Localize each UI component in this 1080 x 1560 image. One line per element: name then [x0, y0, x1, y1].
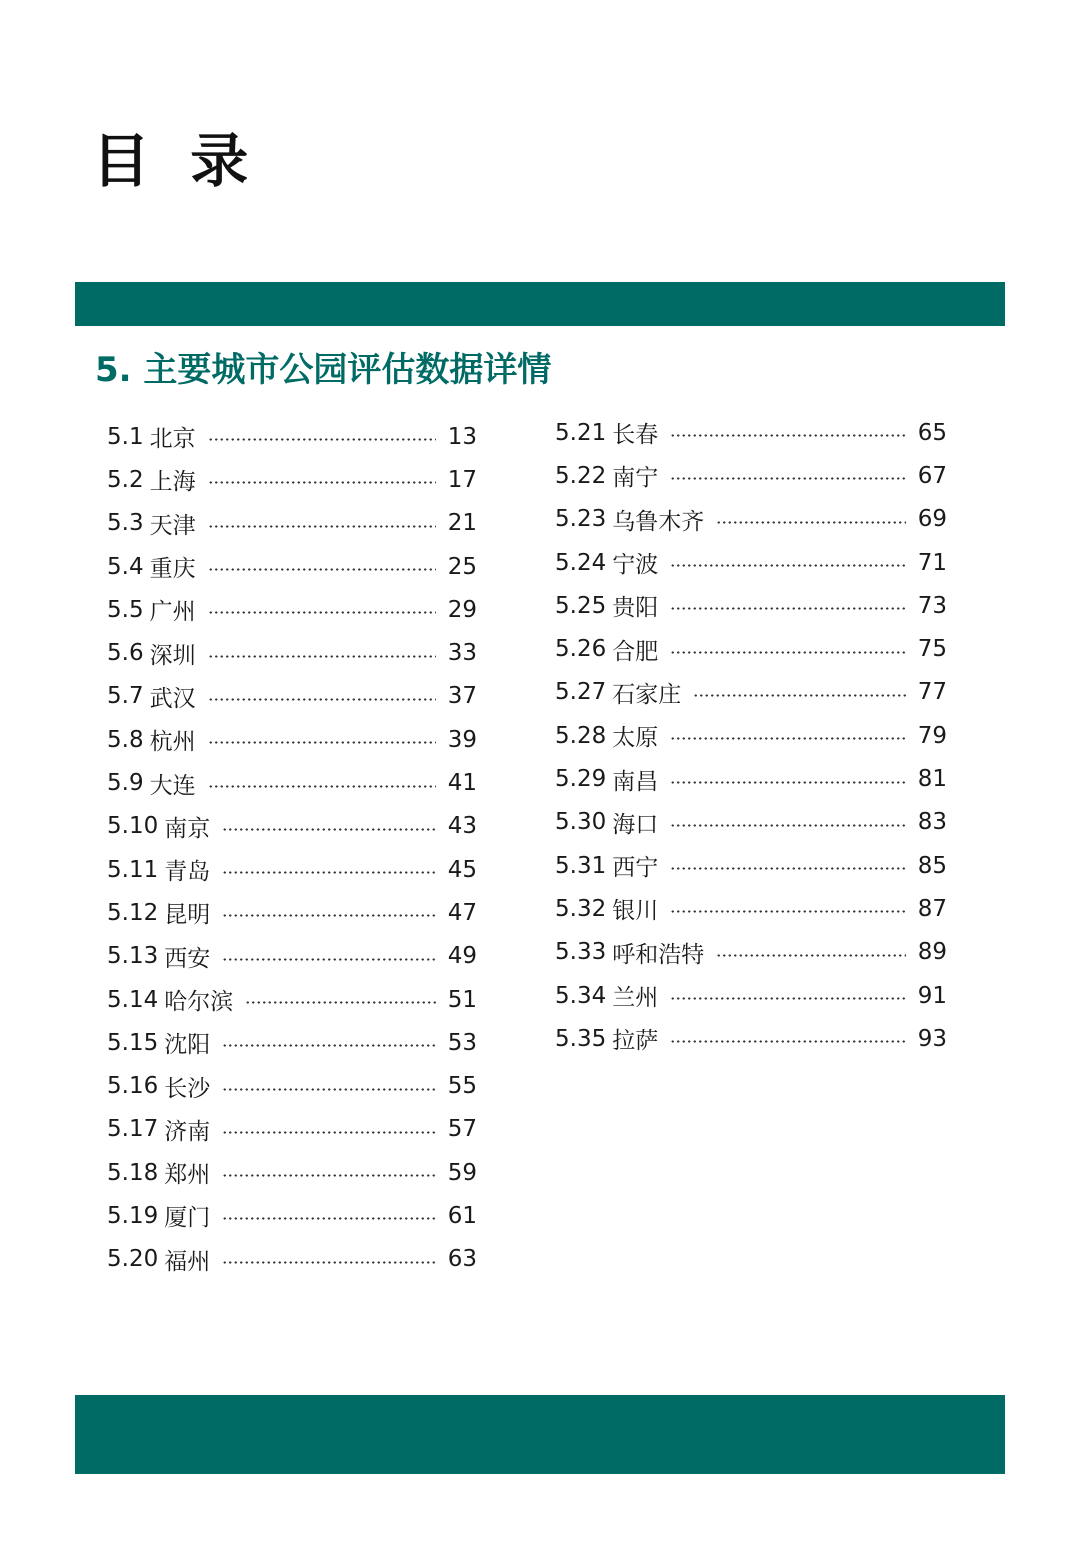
- toc-entry[interactable]: [555, 757, 947, 800]
- toc-dot-leader: [222, 958, 436, 961]
- toc-entry[interactable]: [107, 848, 477, 891]
- toc-dot-leader: [222, 1217, 436, 1220]
- toc-entry[interactable]: [555, 1017, 947, 1060]
- toc-dot-leader: [208, 741, 436, 744]
- toc-entry-number: 5.12: [107, 899, 159, 926]
- toc-entry[interactable]: [107, 1021, 477, 1064]
- toc-entry-number: 5.20: [107, 1246, 159, 1273]
- toc-entry-number: 5.35: [555, 1025, 607, 1052]
- toc-dot-leader: [222, 1261, 436, 1264]
- toc-entry-title: 石家庄: [612, 681, 682, 708]
- toc-entry-number: 5.31: [555, 852, 607, 879]
- toc-entry-title: 重庆: [149, 556, 196, 583]
- toc-dot-leader: [670, 997, 906, 1000]
- toc-entry-title: 贵阳: [612, 595, 659, 622]
- toc-entry[interactable]: [555, 411, 947, 454]
- toc-entry[interactable]: [107, 761, 477, 804]
- toc-dot-leader: [670, 737, 906, 740]
- toc-entry-page: 13: [447, 423, 477, 450]
- toc-entry-page: 55: [447, 1073, 477, 1100]
- toc-entry-page: 61: [447, 1202, 477, 1229]
- toc-entry-number: 5.27: [555, 679, 607, 706]
- toc-entry-title: 郑州: [164, 1162, 211, 1189]
- toc-entry-title: 沈阳: [164, 1032, 211, 1059]
- toc-entry-title: 南昌: [612, 768, 659, 795]
- toc-dot-leader: [670, 607, 906, 610]
- toc-dot-leader: [208, 438, 436, 441]
- toc-entry-number: 5.10: [107, 813, 159, 840]
- toc-entry[interactable]: [107, 631, 477, 674]
- toc-dot-leader: [222, 1088, 436, 1091]
- toc-entry-number: 5.34: [555, 982, 607, 1009]
- toc-dot-leader: [208, 568, 436, 571]
- toc-entry-number: 5.21: [555, 419, 607, 446]
- toc-entry-page: 77: [917, 679, 947, 706]
- toc-entry-number: 5.19: [107, 1202, 159, 1229]
- toc-entry-number: 5.17: [107, 1116, 159, 1143]
- footer-band: [75, 1395, 1005, 1474]
- toc-entry-page: 51: [447, 986, 477, 1013]
- toc-entry-page: 67: [917, 462, 947, 489]
- toc-entry-title: 北京: [149, 426, 196, 453]
- toc-entry[interactable]: [107, 502, 477, 545]
- toc-entry-number: 5.18: [107, 1159, 159, 1186]
- toc-entry[interactable]: [107, 588, 477, 631]
- toc-entry-number: 5.9: [107, 770, 144, 797]
- toc-entry-page: 69: [917, 506, 947, 533]
- toc-entry[interactable]: [107, 415, 477, 458]
- toc-entry[interactable]: [107, 1151, 477, 1194]
- toc-entry-page: 79: [917, 722, 947, 749]
- toc-dot-leader: [222, 1131, 436, 1134]
- toc-entry-title: 杭州: [149, 729, 196, 756]
- toc-entry-number: 5.14: [107, 986, 159, 1013]
- toc-entry[interactable]: [555, 541, 947, 584]
- toc-entry[interactable]: [107, 718, 477, 761]
- toc-entry-page: 29: [447, 596, 477, 623]
- toc-dot-leader: [222, 828, 436, 831]
- toc-entry-title: 哈尔滨: [164, 989, 234, 1015]
- toc-entry[interactable]: [555, 627, 947, 670]
- toc-entry-page: 93: [917, 1025, 947, 1052]
- toc-entry-number: 5.1: [107, 423, 144, 450]
- toc-entry-title: 广州: [149, 599, 196, 626]
- toc-entry-title: 银川: [612, 898, 659, 925]
- toc-entry-title: 拉萨: [612, 1028, 659, 1055]
- toc-entry-page: 65: [917, 419, 947, 446]
- toc-entry-title: 南京: [164, 815, 211, 842]
- toc-dot-leader: [670, 651, 906, 654]
- toc-entry-title: 兰州: [612, 985, 659, 1011]
- toc-entry-title: 福州: [164, 1248, 211, 1275]
- toc-entry-title: 乌鲁木齐: [612, 508, 705, 535]
- toc-entry-page: 73: [917, 592, 947, 619]
- toc-dot-leader: [208, 481, 436, 484]
- toc-entry[interactable]: [555, 974, 947, 1017]
- toc-entry[interactable]: [555, 844, 947, 887]
- page-title: 目 录: [92, 127, 259, 195]
- toc-dot-leader: [670, 564, 906, 567]
- toc-dot-leader: [670, 434, 906, 437]
- toc-entry-page: 57: [447, 1116, 477, 1143]
- toc-entry[interactable]: [555, 498, 947, 541]
- toc-entry[interactable]: [107, 891, 477, 934]
- header-band: [75, 282, 1005, 326]
- toc-entry-title: 宁波: [612, 552, 659, 579]
- toc-entry-title: 天津: [149, 512, 196, 539]
- toc-entry[interactable]: [107, 545, 477, 588]
- toc-entry-number: 5.26: [555, 636, 607, 663]
- toc-entry-title: 长春: [612, 422, 659, 449]
- toc-entry-title: 深圳: [149, 642, 196, 669]
- toc-entry-title: 昆明: [164, 902, 211, 929]
- toc-entry[interactable]: [107, 935, 477, 978]
- toc-entry[interactable]: [107, 1194, 477, 1237]
- toc-entry-number: 5.7: [107, 683, 144, 710]
- toc-entry-page: 85: [917, 852, 947, 879]
- toc-entry-page: 81: [917, 766, 947, 793]
- toc-dot-leader: [208, 525, 436, 528]
- toc-column-right: [555, 411, 947, 1060]
- toc-column-left: [107, 415, 477, 1281]
- toc-dot-leader: [208, 785, 436, 788]
- toc-entry-title: 太原: [612, 725, 659, 752]
- toc-entry-number: 5.3: [107, 510, 144, 537]
- toc-entry-page: 43: [447, 813, 477, 840]
- toc-entry-number: 5.29: [555, 766, 607, 793]
- toc-entry-number: 5.23: [555, 506, 607, 533]
- toc-entry-page: 49: [447, 943, 477, 970]
- toc-dot-leader: [208, 698, 436, 701]
- toc-entry-number: 5.25: [555, 592, 607, 619]
- toc-entry[interactable]: [555, 454, 947, 497]
- toc-entry-page: 45: [447, 856, 477, 883]
- toc-entry-page: 63: [447, 1246, 477, 1273]
- toc-entry-title: 长沙: [164, 1075, 211, 1102]
- toc-entry-number: 5.8: [107, 726, 144, 753]
- toc-entry-page: 33: [447, 640, 477, 667]
- toc-entry-title: 西宁: [612, 855, 659, 882]
- toc-entry-page: 37: [447, 683, 477, 710]
- toc-entry-page: 39: [447, 726, 477, 753]
- toc-entry-page: 21: [447, 510, 477, 537]
- toc-dot-leader: [670, 781, 906, 784]
- toc-entry-page: 59: [447, 1159, 477, 1186]
- toc-entry-title: 呼和浩特: [612, 941, 705, 968]
- toc-entry[interactable]: [555, 887, 947, 930]
- toc-entry-title: 海口: [612, 811, 659, 838]
- section-heading: 5. 主要城市公园评估数据详情: [95, 350, 552, 390]
- toc-entry-number: 5.15: [107, 1029, 159, 1056]
- toc-entry[interactable]: [107, 805, 477, 848]
- toc-entry-title: 青岛: [164, 859, 211, 886]
- toc-entry[interactable]: [107, 675, 477, 718]
- toc-entry-page: 53: [447, 1029, 477, 1056]
- toc-dot-leader: [208, 611, 436, 614]
- toc-entry[interactable]: [107, 458, 477, 501]
- toc-entry[interactable]: [555, 714, 947, 757]
- toc-entry[interactable]: [555, 801, 947, 844]
- toc-entry-number: 5.5: [107, 596, 144, 623]
- toc-entry-page: 71: [917, 549, 947, 576]
- toc-dot-leader: [670, 477, 906, 480]
- toc-entry-page: 75: [917, 636, 947, 663]
- toc-dot-leader: [222, 914, 436, 917]
- toc-entry-page: 89: [917, 939, 947, 966]
- toc-dot-leader: [670, 824, 906, 827]
- toc-entry-number: 5.13: [107, 943, 159, 970]
- toc-entry-number: 5.32: [555, 895, 607, 922]
- toc-entry[interactable]: [107, 978, 477, 1021]
- toc-entry-title: 大连: [149, 772, 196, 799]
- toc-dot-leader: [670, 910, 906, 913]
- toc-entry-page: 87: [917, 895, 947, 922]
- toc-entry-number: 5.28: [555, 722, 607, 749]
- toc-entry-title: 武汉: [149, 685, 196, 712]
- toc-entry-number: 5.4: [107, 553, 144, 580]
- toc-entry[interactable]: [107, 1238, 477, 1281]
- toc-entry[interactable]: [555, 931, 947, 974]
- toc-entry-number: 5.30: [555, 809, 607, 836]
- toc-entry-title: 上海: [149, 469, 196, 496]
- toc-entry-number: 5.11: [107, 856, 159, 883]
- toc-entry-number: 5.2: [107, 466, 144, 493]
- toc-entry-page: 17: [447, 466, 477, 493]
- toc-entry-title: 合肥: [612, 638, 659, 665]
- toc-entry[interactable]: [107, 1108, 477, 1151]
- toc-entry-title: 南宁: [612, 465, 659, 492]
- toc-entry-number: 5.24: [555, 549, 607, 576]
- toc-dot-leader: [670, 867, 906, 870]
- toc-dot-leader: [222, 871, 436, 874]
- toc-entry-page: 47: [447, 899, 477, 926]
- toc-dot-leader: [716, 954, 906, 957]
- toc-entry-page: 83: [917, 809, 947, 836]
- toc-entry-number: 5.16: [107, 1073, 159, 1100]
- toc-entry-page: 25: [447, 553, 477, 580]
- toc-entry-title: 济南: [164, 1118, 211, 1145]
- toc-entry[interactable]: [555, 671, 947, 714]
- toc-dot-leader: [670, 1040, 906, 1043]
- toc-entry-page: 91: [917, 982, 947, 1009]
- toc-entry[interactable]: [107, 1064, 477, 1107]
- toc-entry-title: 厦门: [164, 1205, 211, 1232]
- toc-entry-number: 5.6: [107, 640, 144, 667]
- toc-dot-leader: [222, 1174, 436, 1177]
- toc-dot-leader: [222, 1044, 436, 1047]
- toc-entry-page: 41: [447, 770, 477, 797]
- toc-dot-leader: [245, 1001, 436, 1004]
- toc-entry[interactable]: [555, 584, 947, 627]
- toc-entry-number: 5.33: [555, 939, 607, 966]
- toc-dot-leader: [693, 694, 906, 697]
- toc-dot-leader: [208, 655, 436, 658]
- toc-entry-title: 西安: [164, 945, 211, 972]
- toc-entry-number: 5.22: [555, 462, 607, 489]
- toc-dot-leader: [716, 521, 906, 524]
